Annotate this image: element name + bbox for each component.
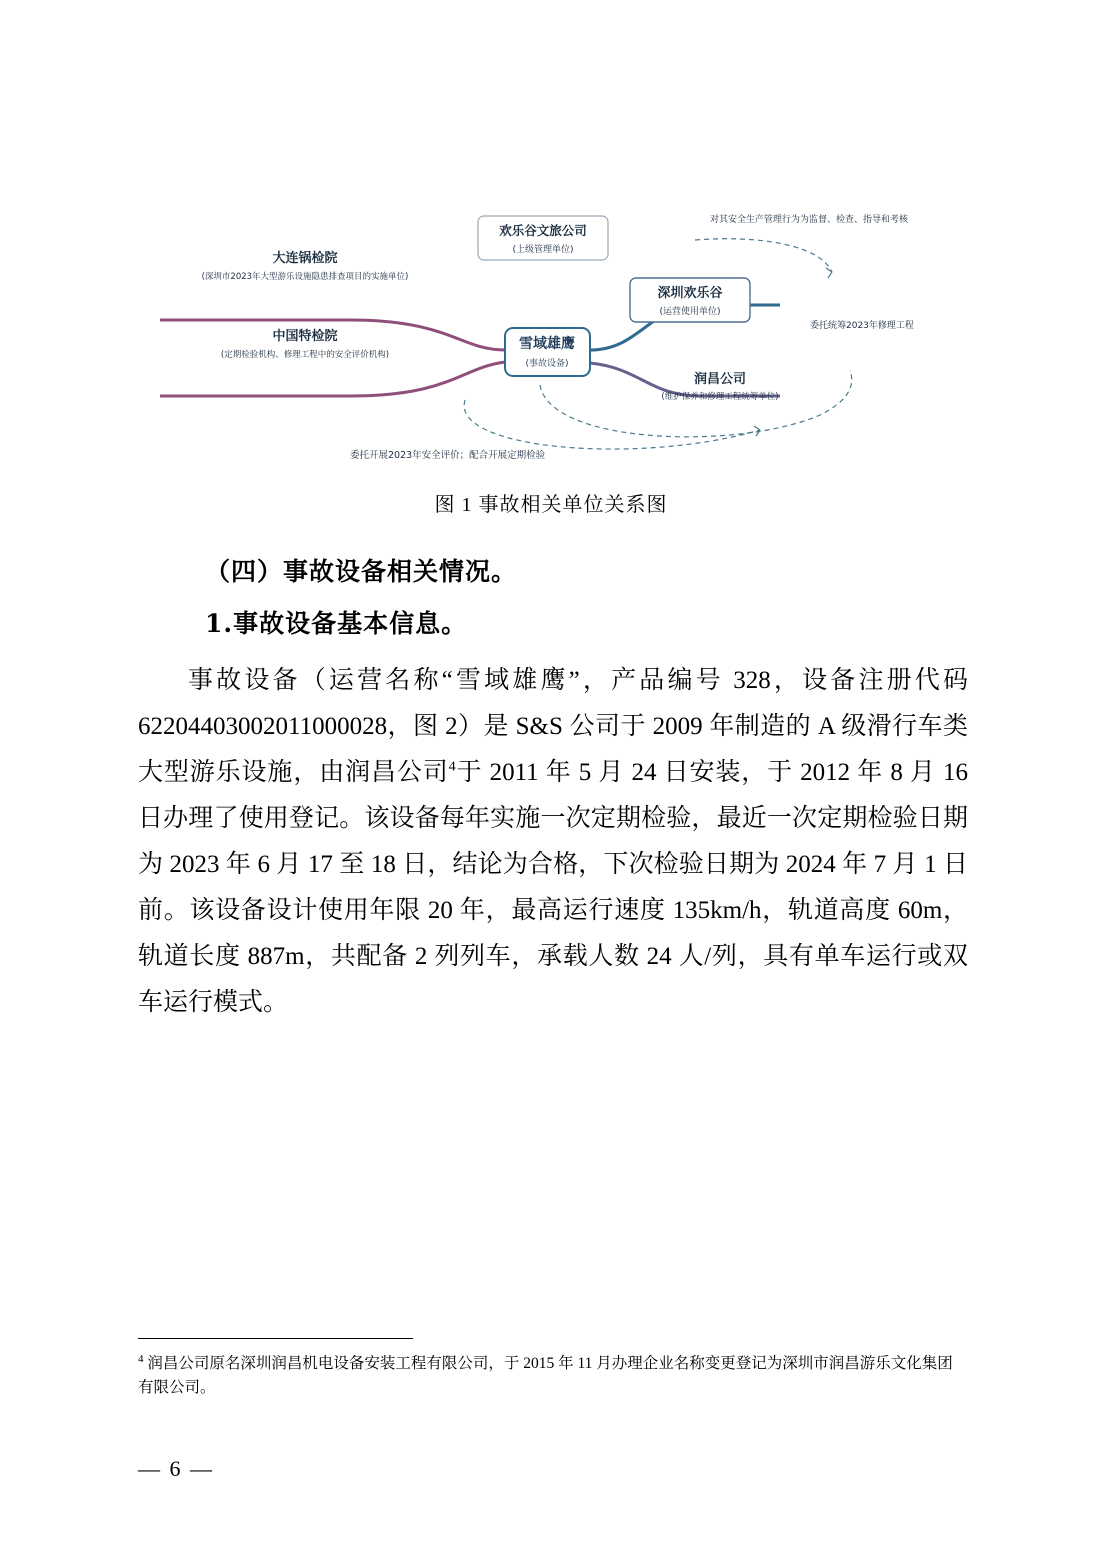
footnote-separator bbox=[138, 1338, 413, 1339]
footnote-text: 润昌公司原名深圳润昌机电设备安装工程有限公司，于 2015 年 11 月办理企业名称变更登记为深圳市润昌游乐文化集团有限公司。 bbox=[138, 1355, 953, 1396]
body-text-part-1: 事故设备（运营名称“雪域雄鹰”，产品编号 328，设备注册代码 62204403002011000028，图 2）是 S&S 公司于 2009 年制造的 A 级滑行车类大型游乐设施，由润昌公司 bbox=[138, 667, 968, 786]
node-runchang-title: 润昌公司 bbox=[693, 372, 747, 387]
node-hv-culture-title: 欢乐谷文旅公司 bbox=[499, 223, 587, 238]
body-text-part-2: 于 2011 年 5 月 24 日安装，于 2012 年 8 月 16 日办理了使用登记。该设备每年实施一次定期检验，最近一次定期检验日期为 2023 年 6 月 17 至 18 日，结论为合格，下次检验日期为 2024 年 7 月 1 日前。该设备设计使用年限 20 年，最高运行速度 135km/h，轨道高度 60m，轨道长度 887m，共配备 2 列列车，承载人数 24 人/列，具有单车运行或双车运行模式。 bbox=[138, 759, 968, 1016]
node-hv-culture-subtitle: (上级管理单位) bbox=[512, 245, 574, 255]
heading-item-one: 1.事故设备基本信息。 bbox=[205, 609, 468, 638]
node-csei-subtitle: (定期检验机构、修理工程中的安全评价机构) bbox=[220, 350, 390, 360]
node-center-title: 雪域雄鹰 bbox=[519, 336, 575, 352]
footnote-mark: 4 bbox=[138, 1352, 144, 1365]
figure-caption: 图 1 事故相关单位关系图 bbox=[434, 494, 668, 516]
node-dalian-subtitle: (深圳市2023年大型游乐设施隐患排查项目的实施单位) bbox=[201, 272, 409, 282]
node-szhv-title: 深圳欢乐谷 bbox=[657, 286, 723, 301]
body-paragraph bbox=[138, 658, 968, 1026]
footnote-reference: 4 bbox=[448, 759, 456, 775]
node-csei-title: 中国特检院 bbox=[272, 329, 338, 344]
footnote bbox=[138, 1352, 968, 1400]
edge-label-entrust-eval: 委托开展2023年安全评价；配合开展定期检验 bbox=[350, 450, 546, 461]
edge-label-supervise: 对其安全生产管理行为为监督、检查、指导和考核 bbox=[710, 215, 909, 225]
page-number: — 6 — bbox=[138, 1456, 214, 1481]
edge-label-entrust-repair: 委托统筹2023年修理工程 bbox=[810, 321, 914, 331]
relationship-diagram bbox=[120, 200, 1000, 480]
node-szhv-subtitle: (运营使用单位) bbox=[659, 307, 721, 317]
heading-section-four: （四）事故设备相关情况。 bbox=[205, 557, 518, 586]
node-runchang-subtitle: (维护保养和修理工程统筹单位) bbox=[661, 392, 779, 402]
node-dalian-title: 大连锅检院 bbox=[272, 251, 338, 266]
node-center-subtitle: (事故设备) bbox=[525, 359, 569, 369]
